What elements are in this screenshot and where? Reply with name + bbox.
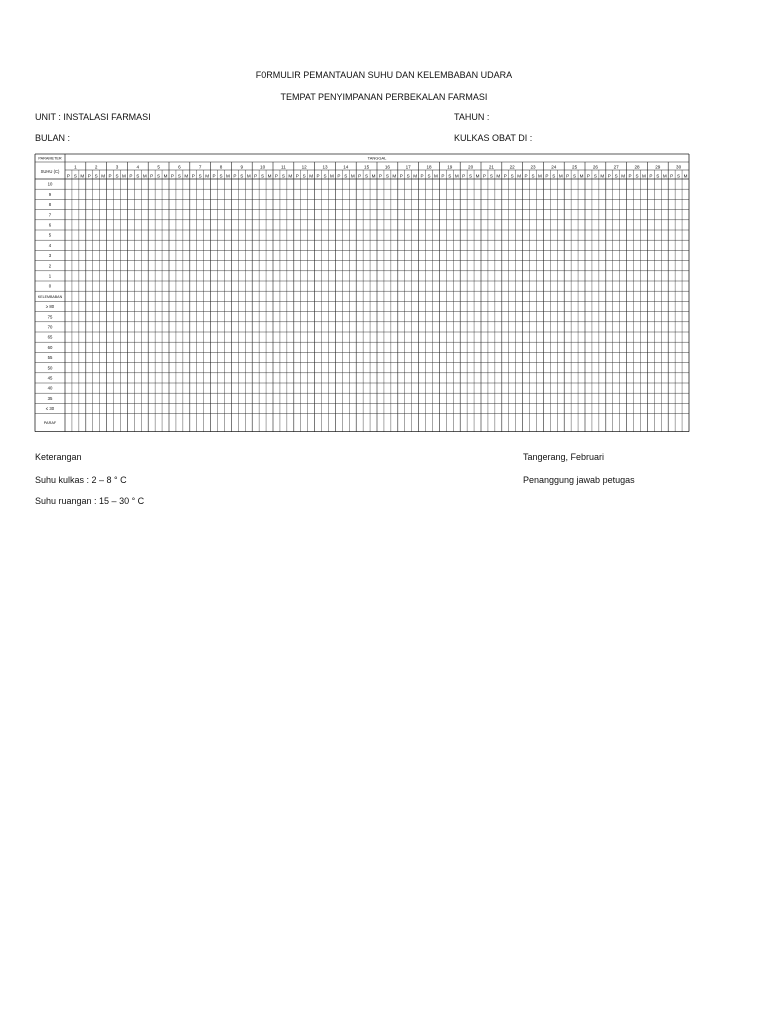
shift-code: P	[628, 173, 632, 179]
date-number: 12	[301, 164, 307, 170]
shift-code: S	[157, 173, 161, 179]
date-number: 21	[488, 164, 494, 170]
row-label: 7	[48, 212, 52, 218]
shift-code: M	[350, 173, 355, 179]
row-label: 10	[47, 181, 53, 187]
row-label: 65	[47, 334, 53, 340]
kelembaban-header: KELEMBABAN	[37, 294, 63, 299]
shift-code: S	[656, 173, 660, 179]
date-number: 13	[322, 164, 328, 170]
form-subtitle: TEMPAT PENYIMPANAN PERBEKALAN FARMASI	[280, 92, 488, 102]
shift-code: M	[454, 173, 459, 179]
shift-code: S	[240, 173, 244, 179]
shift-code: M	[163, 173, 168, 179]
shift-code: P	[503, 173, 507, 179]
shift-code: M	[267, 173, 272, 179]
shift-code: P	[586, 173, 591, 179]
date-number: 16	[384, 164, 390, 170]
suhu-header: SUHU (C)	[40, 169, 60, 174]
shift-code: P	[399, 173, 403, 179]
shift-code: P	[337, 173, 341, 179]
shift-code: S	[552, 173, 556, 179]
shift-code: M	[538, 173, 542, 179]
shift-code: M	[122, 173, 126, 179]
row-label: 8	[48, 202, 52, 208]
row-label: 5	[48, 232, 52, 238]
shift-code: M	[475, 173, 480, 179]
shift-code: P	[191, 173, 195, 179]
shift-code: S	[115, 173, 119, 179]
shift-code: M	[246, 173, 251, 179]
shift-code: M	[226, 173, 230, 179]
shift-code: S	[573, 173, 577, 179]
shift-code: M	[309, 173, 314, 179]
date-number: 18	[426, 164, 432, 170]
shift-code: P	[649, 173, 653, 179]
date-number: 22	[509, 164, 515, 170]
date-number: 1	[74, 164, 77, 170]
tahun-label: TAHUN :	[454, 112, 490, 122]
shift-code: M	[330, 173, 334, 179]
date-number: 26	[592, 164, 598, 170]
shift-code: P	[420, 173, 424, 179]
shift-code: P	[150, 173, 154, 179]
shift-code: P	[378, 173, 383, 179]
shift-code: S	[593, 173, 597, 179]
shift-code: S	[73, 173, 77, 179]
row-label: 35	[47, 395, 53, 401]
date-number: 3	[115, 164, 119, 170]
shift-code: S	[385, 173, 389, 179]
shift-code: M	[662, 173, 667, 179]
date-number: 30	[676, 164, 682, 170]
date-number: 4	[136, 164, 140, 170]
shift-code: P	[254, 173, 258, 179]
shift-code: M	[558, 173, 563, 179]
shift-code: P	[233, 173, 237, 179]
shift-code: P	[129, 173, 133, 179]
bulan-label: BULAN :	[35, 133, 71, 143]
date-number: 20	[468, 164, 474, 170]
row-label: 1	[48, 273, 52, 279]
keterangan-label: Keterangan	[35, 452, 82, 462]
shift-code: S	[406, 173, 410, 179]
shift-code: P	[295, 173, 299, 179]
shift-code: P	[607, 173, 611, 179]
row-label: 45	[47, 375, 53, 381]
shift-code: P	[316, 173, 320, 179]
shift-code: M	[579, 173, 584, 179]
shift-code: S	[614, 173, 618, 179]
shift-code: P	[482, 173, 487, 179]
shift-code: S	[365, 173, 369, 179]
shift-code: S	[677, 173, 681, 179]
shift-code: S	[177, 173, 181, 179]
shift-code: P	[524, 173, 528, 179]
shift-code: M	[101, 173, 106, 179]
shift-code: M	[642, 173, 646, 179]
shift-code: P	[108, 173, 112, 179]
row-label: 0	[48, 283, 52, 289]
row-label: 3	[48, 253, 52, 259]
shift-code: M	[683, 173, 688, 179]
shift-code: P	[670, 173, 674, 179]
shift-code: S	[427, 173, 431, 179]
suhu-ruangan-note: Suhu ruangan : 15 – 30 ° C	[35, 496, 145, 506]
shift-code: S	[448, 173, 452, 179]
date-number: 11	[281, 164, 286, 170]
paraf-label: PARAF	[43, 421, 57, 426]
date-number: 8	[219, 164, 223, 170]
shift-code: M	[392, 173, 397, 179]
shift-code: P	[441, 173, 445, 179]
shift-code: P	[212, 173, 216, 179]
suhu-kulkas-note: Suhu kulkas : 2 – 8 ° C	[35, 475, 127, 485]
shift-code: M	[371, 173, 376, 179]
shift-code: M	[80, 173, 85, 179]
row-label: 40	[47, 385, 53, 391]
shift-code: P	[566, 173, 570, 179]
date-number: 7	[198, 164, 202, 170]
date-number: 5	[157, 164, 160, 170]
shift-code: S	[302, 173, 306, 179]
row-label: 75	[47, 314, 53, 320]
shift-code: M	[517, 173, 522, 179]
monitoring-table	[34, 153, 690, 445]
shift-code: M	[205, 173, 210, 179]
shift-code: S	[94, 173, 98, 179]
shift-code: S	[489, 173, 493, 179]
row-label: ≥ 80	[45, 304, 55, 310]
shift-code: M	[413, 173, 418, 179]
shift-code: S	[261, 173, 265, 179]
date-number: 14	[343, 164, 349, 170]
form-title: F0RMULIR PEMANTAUAN SUHU DAN KELEMBABAN UDARA	[255, 70, 513, 80]
shift-code: S	[198, 173, 202, 179]
shift-code: S	[635, 173, 639, 179]
date-number: 28	[634, 164, 640, 170]
shift-code: M	[621, 173, 626, 179]
date-number: 6	[178, 164, 181, 170]
shift-code: S	[281, 173, 285, 179]
row-label: 70	[47, 324, 53, 330]
shift-code: M	[496, 173, 501, 179]
date-number: 9	[240, 164, 244, 170]
row-label: 60	[47, 344, 53, 350]
row-label: 6	[48, 222, 52, 228]
date-number: 29	[655, 164, 661, 170]
shift-code: M	[184, 173, 189, 179]
row-label: 55	[47, 355, 53, 361]
shift-code: S	[469, 173, 473, 179]
tanggal-header: TANGGAL	[367, 155, 387, 161]
date-number: 27	[613, 164, 619, 170]
shift-code: P	[358, 173, 362, 179]
date-number: 17	[405, 164, 411, 170]
row-label: 2	[48, 263, 52, 269]
shift-code: S	[219, 173, 223, 179]
shift-code: P	[545, 173, 549, 179]
date-number: 23	[530, 164, 536, 170]
row-label: ≤ 30	[45, 406, 55, 412]
shift-code: P	[170, 173, 175, 179]
shift-code: S	[510, 173, 514, 179]
date-number: 15	[364, 164, 370, 170]
parameter-header: PARAMETER	[38, 156, 62, 161]
shift-code: M	[600, 173, 605, 179]
date-number: 2	[94, 164, 98, 170]
place-date-label: Tangerang, Februari	[523, 452, 605, 462]
shift-code: M	[434, 173, 438, 179]
date-number: 24	[551, 164, 557, 170]
shift-code: M	[288, 173, 293, 179]
row-label: 50	[47, 365, 53, 371]
row-label: 9	[48, 191, 52, 197]
shift-code: P	[462, 173, 466, 179]
responsible-officer-label: Penanggung jawab petugas	[523, 475, 635, 485]
kulkas-label: KULKAS OBAT DI :	[454, 133, 533, 143]
shift-code: M	[142, 173, 147, 179]
date-number: 25	[572, 164, 578, 170]
shift-code: P	[274, 173, 279, 179]
unit-label: UNIT : INSTALASI FARMASI	[35, 112, 151, 122]
shift-code: S	[323, 173, 327, 179]
date-number: 10	[260, 164, 266, 170]
shift-code: S	[531, 173, 535, 179]
shift-code: S	[344, 173, 348, 179]
shift-code: S	[136, 173, 140, 179]
date-number: 19	[447, 164, 453, 170]
row-label: 4	[48, 242, 52, 248]
shift-code: P	[66, 173, 71, 179]
shift-code: P	[87, 173, 91, 179]
